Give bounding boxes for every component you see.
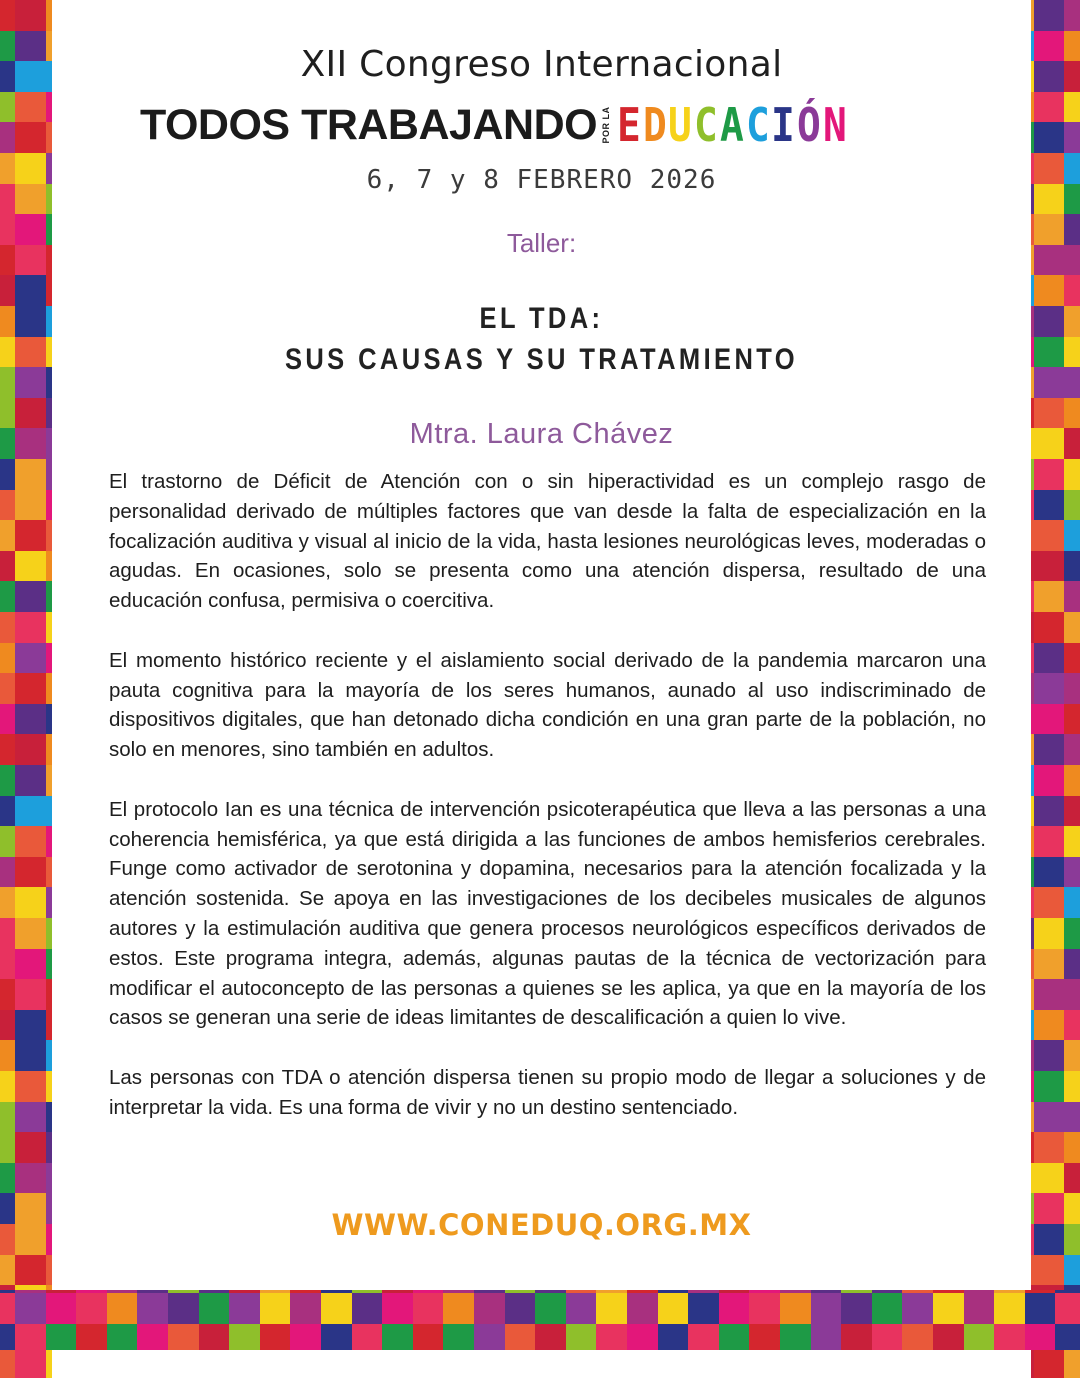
mosaic-tile — [1064, 520, 1080, 552]
mosaic-tile — [15, 153, 46, 185]
mosaic-tile — [15, 857, 46, 889]
mosaic-tile — [1064, 1163, 1080, 1195]
mosaic-tile — [0, 704, 15, 736]
mosaic-tile — [1034, 1193, 1064, 1225]
mosaic-tile — [1064, 857, 1080, 889]
mosaic-tile — [811, 1324, 843, 1350]
brand-letter: C — [745, 98, 770, 152]
mosaic-tile — [1034, 184, 1064, 216]
mosaic-tile — [15, 1071, 46, 1103]
mosaic-tile — [1064, 551, 1080, 583]
mosaic-tile — [933, 1324, 965, 1350]
mosaic-tile — [76, 1293, 108, 1324]
mosaic-tile — [0, 826, 15, 858]
mosaic-tile — [841, 1324, 873, 1350]
mosaic-tile — [15, 1293, 47, 1324]
workshop-title-line2: SUS CAUSAS Y SU TRATAMIENTO — [284, 343, 799, 376]
mosaic-tile — [1064, 92, 1080, 124]
mosaic-tile — [596, 1324, 628, 1350]
mosaic-tile — [1064, 459, 1080, 491]
mosaic-tile — [15, 490, 46, 522]
mosaic-tile — [1034, 428, 1064, 460]
mosaic-tile — [0, 796, 15, 828]
mosaic-tile — [1064, 61, 1080, 93]
mosaic-tile — [15, 1163, 46, 1195]
mosaic-tile — [658, 1324, 690, 1350]
mosaic-tile — [749, 1324, 781, 1350]
mosaic-tile — [0, 337, 15, 369]
mosaic-tile — [1034, 551, 1064, 583]
mosaic-tile — [15, 826, 46, 858]
mosaic-tile — [1034, 306, 1064, 338]
mosaic-tile — [505, 1324, 537, 1350]
mosaic-tile — [1064, 367, 1080, 399]
mosaic-tile — [107, 1324, 139, 1350]
mosaic-tile — [0, 245, 15, 277]
mosaic-tile — [1034, 734, 1064, 766]
mosaic-tile — [1034, 704, 1064, 736]
brand-letter: A — [719, 98, 744, 152]
mosaic-tile — [1064, 1102, 1080, 1134]
mosaic-tile — [0, 612, 15, 644]
mosaic-tile — [1034, 857, 1064, 889]
mosaic-tile — [15, 184, 46, 216]
mosaic-tile — [0, 1224, 15, 1256]
mosaic-tile — [15, 367, 46, 399]
mosaic-tile — [902, 1293, 934, 1324]
mosaic-tile — [15, 612, 46, 644]
mosaic-tile — [1034, 1224, 1064, 1256]
mosaic-tile — [15, 734, 46, 766]
mosaic-tile — [1064, 398, 1080, 430]
mosaic-tile — [902, 1324, 934, 1350]
mosaic-tile — [1064, 214, 1080, 246]
mosaic-tile — [15, 214, 46, 246]
mosaic-tile — [107, 1293, 139, 1324]
mosaic-tile — [688, 1293, 720, 1324]
mosaic-tile — [1064, 796, 1080, 828]
mosaic-tile — [0, 275, 15, 307]
mosaic-tile — [1034, 153, 1064, 185]
mosaic-tile — [15, 765, 46, 797]
congress-title: XII Congreso Internacional — [300, 44, 783, 85]
mosaic-tile — [1064, 979, 1080, 1011]
mosaic-tile — [1034, 918, 1064, 950]
mosaic-tile — [1064, 1193, 1080, 1225]
mosaic-tile — [15, 31, 46, 63]
mosaic-tile — [168, 1324, 200, 1350]
mosaic-tile — [1064, 184, 1080, 216]
mosaic-tile — [1025, 1293, 1057, 1324]
mosaic-tile — [1064, 887, 1080, 919]
mosaic-tile — [1064, 1346, 1080, 1378]
mosaic-tile — [137, 1324, 169, 1350]
brand-connector: POR LA — [601, 106, 612, 144]
mosaic-tile — [0, 1193, 15, 1225]
mosaic-tile — [1064, 122, 1080, 154]
mosaic-tile — [1034, 520, 1064, 552]
brand-letter: I — [771, 98, 796, 152]
mosaic-tile — [0, 61, 15, 93]
mosaic-tile — [15, 979, 46, 1011]
mosaic-tile — [137, 1293, 169, 1324]
mosaic-tile — [15, 122, 46, 154]
mosaic-tile — [0, 122, 15, 154]
mosaic-tile — [0, 1346, 15, 1378]
mosaic-tile — [1034, 1255, 1064, 1287]
mosaic-tile — [811, 1293, 843, 1324]
mosaic-tile — [1034, 92, 1064, 124]
mosaic-tile — [0, 1324, 16, 1350]
mosaic-tile — [1034, 275, 1064, 307]
mosaic-tile — [1064, 704, 1080, 736]
mosaic-tile — [0, 367, 15, 399]
mosaic-tile — [535, 1293, 567, 1324]
mosaic-tile — [1034, 826, 1064, 858]
description-paragraph: Las personas con TDA o atención dispersa tienen su propio modo de llegar a soluciones y de interpretar la vida. Es una forma de vivir y no un destino sentenciado. — [109, 1065, 986, 1119]
mosaic-tile — [15, 704, 46, 736]
mosaic-tile — [0, 398, 15, 430]
mosaic-tile — [1064, 1010, 1080, 1042]
mosaic-tile — [1034, 61, 1064, 93]
mosaic-tile — [1025, 1324, 1057, 1350]
mosaic-tile — [1034, 1132, 1064, 1164]
mosaic-tile — [15, 1224, 46, 1256]
mosaic-tile — [168, 1293, 200, 1324]
mosaic-tile — [1034, 612, 1064, 644]
mosaic-tile — [0, 459, 15, 491]
mosaic-tile — [1064, 949, 1080, 981]
mosaic-tile — [1034, 1071, 1064, 1103]
mosaic-tile — [0, 979, 15, 1011]
mosaic-tile — [15, 1324, 47, 1350]
mosaic-tile — [15, 337, 46, 369]
mosaic-tile — [780, 1293, 812, 1324]
mosaic-tile — [352, 1293, 384, 1324]
mosaic-tile — [1034, 979, 1064, 1011]
mosaic-tile — [260, 1324, 292, 1350]
mosaic-tile — [15, 1346, 46, 1378]
mosaic-tile — [1034, 0, 1064, 32]
mosaic-tile — [719, 1293, 751, 1324]
mosaic-tile — [0, 887, 15, 919]
mosaic-tile — [0, 581, 15, 613]
mosaic-tile — [1064, 153, 1080, 185]
mosaic-tile — [1064, 337, 1080, 369]
content-panel — [52, 0, 1031, 1290]
mosaic-tile — [0, 949, 15, 981]
mosaic-tile — [1055, 1293, 1080, 1324]
mosaic-tile — [627, 1324, 659, 1350]
mosaic-tile — [0, 1163, 15, 1195]
mosaic-tile — [0, 1132, 15, 1164]
mosaic-tile — [0, 643, 15, 675]
brand-letter: C — [694, 98, 718, 152]
mosaic-tile — [1064, 245, 1080, 277]
mosaic-tile — [0, 306, 15, 338]
mosaic-tile — [1034, 459, 1064, 491]
mosaic-tile — [1034, 337, 1064, 369]
mosaic-tile — [443, 1324, 475, 1350]
mosaic-tile — [15, 61, 46, 93]
mosaic-tile — [15, 551, 46, 583]
mosaic-tile — [0, 1293, 16, 1324]
mosaic-tile — [1034, 887, 1064, 919]
mosaic-tile — [290, 1293, 322, 1324]
mosaic-tile — [0, 1071, 15, 1103]
mosaic-tile — [15, 1010, 46, 1042]
mosaic-tile — [290, 1324, 322, 1350]
mosaic-tile — [1034, 245, 1064, 277]
mosaic-tile — [0, 31, 15, 63]
mosaic-tile — [413, 1293, 445, 1324]
mosaic-tile — [1034, 581, 1064, 613]
mosaic-tile — [1064, 490, 1080, 522]
mosaic-tile — [1064, 1224, 1080, 1256]
mosaic-tile — [15, 92, 46, 124]
mosaic-tile — [964, 1324, 996, 1350]
mosaic-tile — [749, 1293, 781, 1324]
brand-letter: E — [617, 98, 641, 152]
brand-letter: D — [642, 98, 667, 152]
mosaic-tile — [46, 1346, 52, 1378]
mosaic-tile — [627, 1293, 659, 1324]
mosaic-tile — [964, 1293, 996, 1324]
mosaic-tile — [505, 1293, 537, 1324]
mosaic-tile — [382, 1324, 414, 1350]
mosaic-tile — [15, 643, 46, 675]
description-paragraph: El trastorno de Déficit de Atención con o sin hiperactividad es un complejo rasgo de personalidad derivado de múltiples factores que van desde la falta de especialización en la focalización auditiva y visual al inicio de la vida, hasta lesiones neurológicas leves, moderadas o agudas. En ocasiones, solo se presenta como una atención dispersa, resultado de una educación confusa, permisiva o coercitiva. — [109, 470, 986, 613]
mosaic-tile — [1064, 581, 1080, 613]
mosaic-tile — [566, 1324, 598, 1350]
mosaic-tile — [1064, 765, 1080, 797]
mosaic-tile — [15, 306, 46, 338]
mosaic-tile — [872, 1293, 904, 1324]
mosaic-tile — [1064, 306, 1080, 338]
mosaic-tile — [1064, 612, 1080, 644]
mosaic-tile — [872, 1324, 904, 1350]
mosaic-tile — [566, 1293, 598, 1324]
mosaic-tile — [933, 1293, 965, 1324]
brand-main-text: TODOS TRABAJANDO — [140, 100, 598, 149]
brand-educacion-word — [615, 98, 847, 152]
mosaic-tile — [229, 1293, 261, 1324]
speaker-name: Mtra. Laura Chávez — [409, 418, 674, 450]
mosaic-tile — [1034, 214, 1064, 246]
mosaic-tile — [1064, 734, 1080, 766]
website-link[interactable]: WWW.CONEDUQ.ORG.MX — [331, 1208, 752, 1242]
mosaic-tile — [321, 1293, 353, 1324]
mosaic-tile — [1034, 949, 1064, 981]
mosaic-tile — [0, 857, 15, 889]
mosaic-tile — [15, 796, 46, 828]
mosaic-tile — [15, 581, 46, 613]
mosaic-tile — [994, 1324, 1026, 1350]
mosaic-tile — [15, 275, 46, 307]
mosaic-tile — [0, 765, 15, 797]
mosaic-tile — [260, 1293, 292, 1324]
mosaic-tile — [1064, 1132, 1080, 1164]
mosaic-tile — [1034, 490, 1064, 522]
mosaic-tile — [15, 1102, 46, 1134]
mosaic-tile — [321, 1324, 353, 1350]
mosaic-tile — [1064, 1040, 1080, 1072]
mosaic-tile — [15, 398, 46, 430]
mosaic-tile — [1034, 765, 1064, 797]
mosaic-tile — [780, 1324, 812, 1350]
mosaic-tile — [1034, 673, 1064, 705]
mosaic-tile — [199, 1324, 231, 1350]
mosaic-tile — [0, 184, 15, 216]
mosaic-tile — [1064, 428, 1080, 460]
mosaic-tile — [535, 1324, 567, 1350]
mosaic-tile — [46, 1324, 78, 1350]
mosaic-tile — [0, 551, 15, 583]
mosaic-tile — [474, 1324, 506, 1350]
mosaic-tile — [15, 0, 46, 32]
brand-logo — [140, 100, 950, 150]
mosaic-tile — [15, 887, 46, 919]
mosaic-tile — [0, 734, 15, 766]
event-dates: 6, 7 y 8 FEBRERO 2026 — [366, 165, 717, 195]
mosaic-tile — [15, 949, 46, 981]
mosaic-tile — [1064, 275, 1080, 307]
mosaic-tile — [1064, 643, 1080, 675]
mosaic-tile — [15, 428, 46, 460]
brand-letter: N — [822, 98, 847, 152]
mosaic-tile — [443, 1293, 475, 1324]
description-paragraph: El protocolo Ian es una técnica de intervención psicoterapéutica que lleva a las personas a una coherencia hemisférica, ya que está dirigida a las funciones de ambos hemisferios cerebrales. Funge como activador de serotonina y dopamina, necesarios para la atención focalizada y la atención sostenida. Se apoya en las investigaciones de los decibeles musicales de algunos autores y la estimulación auditiva que genera procesos neurológicos específicos derivados de estos. Este programa integra, además, algunas pautas de la técnica de vectorización para modificar el autoconcepto de las personas a quienes se les aplica, ya que en la mayoría de los casos se generan una serie de ideas limitantes de descalificación a quien lo vive. — [109, 797, 986, 1030]
brand-letter: U — [668, 98, 693, 152]
mosaic-tile — [0, 214, 15, 246]
mosaic-tile — [15, 1193, 46, 1225]
mosaic-tile — [1064, 918, 1080, 950]
mosaic-tile — [1034, 122, 1064, 154]
mosaic-tile — [0, 1010, 15, 1042]
mosaic-tile — [1034, 643, 1064, 675]
mosaic-tile — [1034, 1346, 1064, 1378]
mosaic-tile — [352, 1324, 384, 1350]
mosaic-tile — [1064, 826, 1080, 858]
mosaic-tile — [596, 1293, 628, 1324]
mosaic-tile — [1034, 1163, 1064, 1195]
mosaic-tile — [0, 0, 15, 32]
mosaic-tile — [658, 1293, 690, 1324]
mosaic-tile — [15, 1040, 46, 1072]
mosaic-tile — [15, 1132, 46, 1164]
mosaic-tile — [382, 1293, 414, 1324]
mosaic-tile — [0, 1102, 15, 1134]
mosaic-tile — [1034, 367, 1064, 399]
workshop-title — [125, 298, 957, 380]
mosaic-tile — [15, 1255, 46, 1287]
mosaic-tile — [0, 428, 15, 460]
mosaic-tile — [15, 520, 46, 552]
mosaic-tile — [1064, 1071, 1080, 1103]
mosaic-tile — [413, 1324, 445, 1350]
mosaic-tile — [0, 92, 15, 124]
mosaic-tile — [719, 1324, 751, 1350]
brand-letter: Ó — [796, 98, 821, 152]
mosaic-tile — [1034, 31, 1064, 63]
mosaic-tile — [15, 245, 46, 277]
event-type-label: Taller: — [506, 228, 577, 258]
mosaic-tile — [1034, 796, 1064, 828]
mosaic-tile — [1064, 1255, 1080, 1287]
mosaic-tile — [0, 1255, 15, 1287]
mosaic-tile — [15, 673, 46, 705]
mosaic-tile — [0, 1040, 15, 1072]
mosaic-tile — [841, 1293, 873, 1324]
mosaic-tile — [1064, 673, 1080, 705]
mosaic-tile — [15, 918, 46, 950]
mosaic-tile — [76, 1324, 108, 1350]
mosaic-tile — [1034, 1040, 1064, 1072]
mosaic-tile — [0, 673, 15, 705]
mosaic-tile — [1034, 1010, 1064, 1042]
description-paragraph: El momento histórico reciente y el aislamiento social derivado de la pandemia marcaron una pauta cognitiva para la mayoría de los seres humanos, aunado al uso indiscriminado de dispositivos digitales, que han detonado dicha condición en una gran parte de la población, no solo en menores, sino también en adultos. — [109, 648, 986, 762]
mosaic-tile — [229, 1324, 261, 1350]
mosaic-tile — [0, 153, 15, 185]
mosaic-tile — [0, 490, 15, 522]
mosaic-tile — [994, 1293, 1026, 1324]
mosaic-tile — [0, 520, 15, 552]
description-body — [109, 467, 986, 1152]
mosaic-tile — [1055, 1324, 1080, 1350]
mosaic-tile — [46, 1293, 78, 1324]
mosaic-tile — [474, 1293, 506, 1324]
mosaic-tile — [1034, 1102, 1064, 1134]
mosaic-tile — [199, 1293, 231, 1324]
workshop-title-line1: EL TDA: — [479, 302, 604, 335]
mosaic-tile — [15, 459, 46, 491]
mosaic-tile — [1034, 398, 1064, 430]
mosaic-tile — [688, 1324, 720, 1350]
mosaic-tile — [1064, 31, 1080, 63]
mosaic-tile — [1064, 0, 1080, 32]
mosaic-tile — [0, 918, 15, 950]
